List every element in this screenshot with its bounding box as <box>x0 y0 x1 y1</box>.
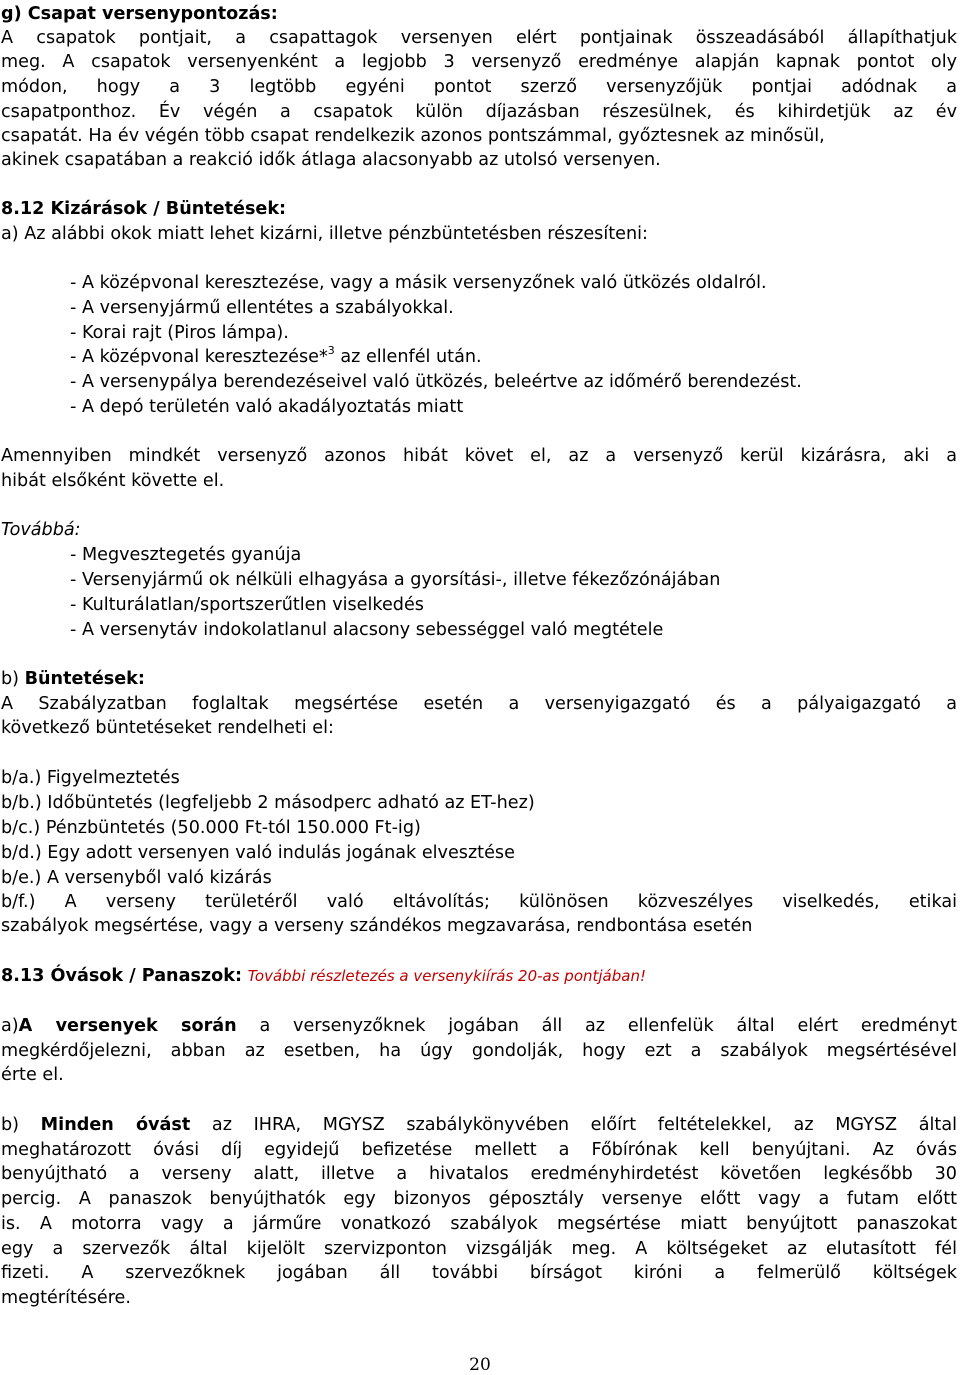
paragraph-line: percig. A panaszok benyújthatók egy bizonyos géposztály versenye előtt vagy a futam előtt <box>1 1189 957 1209</box>
paragraph-line: csapatponthoz. Év végén a csapatok külön díjazásban részesülnek, és kihirdetjük az év <box>1 102 957 122</box>
item-a-bold: A versenyek során <box>18 1016 237 1036</box>
paragraph-line: akinek csapatában a reakció idők átlaga alacsonyabb az utolsó versenyen. <box>1 150 661 170</box>
paragraph-line: hibát elsőként követte el. <box>1 471 225 491</box>
penalties-prefix: b) <box>1 669 25 689</box>
list-item: - Korai rajt (Piros lámpa). <box>70 323 289 343</box>
penalty-item: b/e.) A versenyből való kizárás <box>1 868 272 888</box>
section-812-intro: a) Az alábbi okok miatt lehet kizárni, illetve pénzbüntetésben részesíteni: <box>1 224 648 244</box>
footnote-marker: 3 <box>327 344 335 357</box>
paragraph-line: egy a szervezők által kijelölt szervizponton vizsgálják meg. A költségeket az elutasított fél <box>1 1239 957 1259</box>
paragraph-line: megkérdőjelezni, abban az esetben, ha úgy gondolják, hogy ezt a szabályok megsértésével <box>1 1041 957 1061</box>
penalty-item: b/b.) Időbüntetés (legfeljebb 2 másodperc adható az ET-hez) <box>1 793 535 813</box>
paragraph-line: módon, hogy a 3 legtöbb egyéni pontot szerző versenyzőjük pontjai adódnak a <box>1 77 957 97</box>
item-b-bold: Minden óvást <box>40 1115 191 1135</box>
section-813-title: 8.13 Óvások / Panaszok: <box>1 966 242 986</box>
item-b-prefix: b) <box>1 1115 41 1135</box>
item-b-rest: az IHRA, MGYSZ szabálykönyvében előírt feltételekkel, az MGYSZ által <box>190 1115 957 1135</box>
page-number: 20 <box>469 1355 491 1375</box>
item-a-prefix: a) <box>1 1016 19 1036</box>
section-813-note: További részletezés a versenykiírás 20-as pontjában! <box>247 967 646 985</box>
paragraph-line: csapatát. Ha év végén több csapat rendelkezik azonos pontszámmal, győztesnek az minősül, <box>1 126 825 146</box>
penalty-item: szabályok megsértése, vagy a verseny szándékos megzavarása, rendbontása esetén <box>1 916 753 936</box>
section-812-heading: 8.12 Kizárások / Büntetések: <box>1 199 287 219</box>
list-item: - A versenypálya berendezéseivel való ütközés, beleértve az időmérő berendezést. <box>70 372 802 392</box>
paragraph-line <box>1 1014 957 1038</box>
list-item <box>70 345 956 369</box>
penalties-title: Büntetések: <box>24 669 145 689</box>
list-item: - Versenyjármű ok nélküli elhagyása a gyorsítási-, illetve fékezőzónájában <box>70 570 721 590</box>
penalty-item: b/d.) Egy adott versenyen való indulás jogának elvesztése <box>1 843 515 863</box>
paragraph-line: fizeti. A szervezőknek jogában áll további bírságot kiróni a felmerülő költségek <box>1 1263 957 1283</box>
penalty-item: b/c.) Pénzbüntetés (50.000 Ft-tól 150.000 Ft-ig) <box>1 818 421 838</box>
paragraph-line: is. A motorra vagy a járműre vonatkozó szabályok megsértése miatt benyújtott panaszokat <box>1 1214 957 1234</box>
paragraph-line: A csapatok pontjait, a csapattagok versenyen elért pontjainak összeadásából állapíthatjuk <box>1 28 957 48</box>
list-item: - A középvonal keresztezése, vagy a másik versenyzőnek való ütközés oldalról. <box>70 273 767 293</box>
list-item: - A versenyjármű ellentétes a szabályokkal. <box>70 298 454 318</box>
paragraph-line: A Szabályzatban foglaltak megsértése esetén a versenyigazgató és a pályaigazgató a <box>1 694 957 714</box>
paragraph-line: meg. A csapatok versenyenként a legjobb 3 versenyző eredménye alapján kapnak pontot oly <box>1 52 957 72</box>
paragraph-line: Amennyiben mindkét versenyző azonos hibát követ el, az a versenyző kerül kizárásra, aki a <box>1 446 957 466</box>
list-item: - Kulturálatlan/sportszerűtlen viselkedés <box>70 595 424 615</box>
item-a-rest: a versenyzőknek jogában áll az ellenfelük által elért eredményt <box>236 1016 958 1036</box>
list-item-text: - A középvonal keresztezése* <box>70 347 328 367</box>
paragraph-line <box>1 1113 957 1137</box>
list-item: - A versenytáv indokolatlanul alacsony sebességgel való megtétele <box>70 620 664 640</box>
penalties-heading <box>1 667 957 691</box>
paragraph-line: meghatározott óvási díj egyidejű befizetése mellett a Főbírónak kell benyújtani. Az óvás <box>1 1140 957 1160</box>
section-813-heading <box>1 964 957 988</box>
paragraph-line: következő büntetéseket rendelheti el: <box>1 718 334 738</box>
paragraph-line: érte el. <box>1 1065 64 1085</box>
list-item: - Megvesztegetés gyanúja <box>70 545 302 565</box>
penalty-item: b/f.) A verseny területéről való eltávolítás; különösen közveszélyes viselkedés, etikai <box>1 892 957 912</box>
tovabba-label: Továbbá: <box>1 520 81 540</box>
list-item: - A depó területén való akadályoztatás miatt <box>70 397 464 417</box>
paragraph-line: benyújtható a verseny alatt, illetve a hivatalos eredményhirdetést követően legkésőbb 30 <box>1 1164 957 1184</box>
paragraph-line: megtérítésére. <box>1 1288 131 1308</box>
list-item-text-tail: az ellenfél után. <box>334 347 482 367</box>
penalty-item: b/a.) Figyelmeztetés <box>1 768 180 788</box>
section-g-heading: g) Csapat versenypontozás: <box>1 4 278 24</box>
